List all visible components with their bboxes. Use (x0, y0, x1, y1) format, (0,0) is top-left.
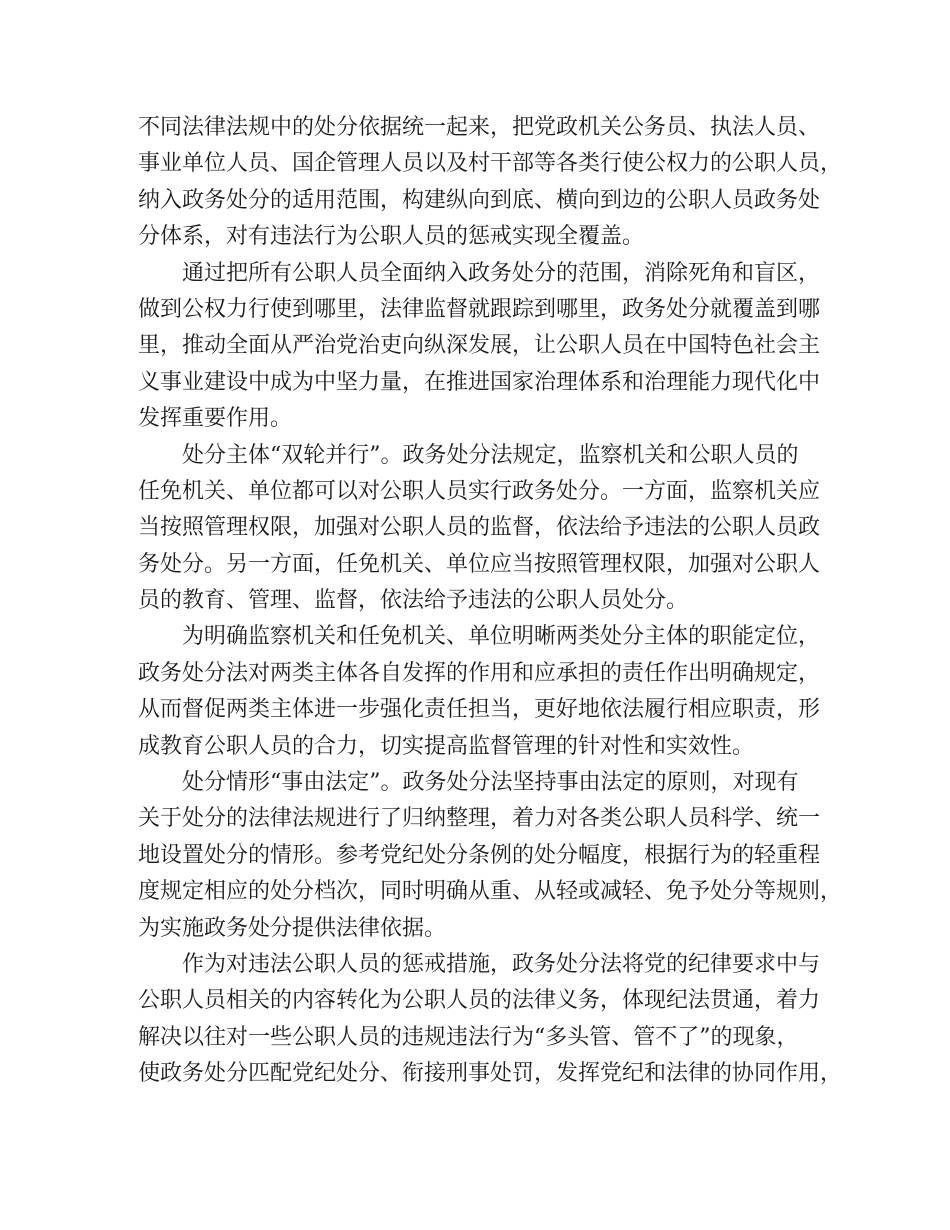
text-line: 员的教育、管理、监督，依法给予违法的公职人员处分。 (138, 588, 689, 614)
paragraph-1 (138, 110, 843, 256)
paragraph-3 (138, 438, 828, 620)
paragraph-2 (138, 256, 828, 438)
paragraph-5 (138, 765, 843, 947)
text-line: 处分主体“双轮并行”。政务处分法规定，监察机关和公职人员的 (182, 442, 799, 468)
text-line: 成教育公职人员的合力，切实提高监督管理的针对性和实效性。 (138, 733, 755, 759)
text-line: 地设置处分的情形。参考党纪处分条例的处分幅度，根据行为的轻重程 (138, 842, 821, 868)
text-line: 任免机关、单位都可以对公职人员实行政务处分。一方面，监察机关应 (138, 478, 821, 504)
text-line: 不同法律法规中的处分依据统一起来，把党政机关公务员、执法人员、 (138, 115, 821, 140)
text-line: 公职人员相关的内容转化为公职人员的法律义务，体现纪法贯通，着力 (138, 988, 821, 1014)
text-line: 使政务处分匹配党纪处分、衔接刑事处罚，发挥党纪和法律的协同作用， (138, 1061, 843, 1087)
text-line: 为实施政务处分提供法律依据。 (138, 915, 447, 941)
text-line: 分体系，对有违法行为公职人员的惩戒实现全覆盖。 (138, 224, 645, 250)
text-line: 政务处分法对两类主体各自发挥的作用和应承担的责任作出明确规定， (138, 660, 821, 686)
text-line: 发挥重要作用。 (138, 406, 293, 432)
text-line: 处分情形“事由法定”。政务处分法坚持事由法定的原则，对现有 (182, 770, 799, 796)
text-line: 做到公权力行使到哪里，法律监督就跟踪到哪里，政务处分就覆盖到哪 (138, 296, 821, 322)
text-line: 务处分。另一方面，任免机关、单位应当按照管理权限，加强对公职人 (138, 551, 821, 577)
text-line: 事业单位人员、国企管理人员以及村干部等各类行使公权力的公职人员， (138, 151, 843, 177)
text-line: 为明确监察机关和任免机关、单位明晰两类处分主体的职能定位， (182, 624, 821, 650)
text-line: 解决以往对一些公职人员的违规违法行为“多头管、管不了”的现象， (138, 1024, 799, 1050)
text-line: 作为对违法公职人员的惩戒措施，政务处分法将党的纪律要求中与 (182, 951, 821, 977)
body-text (138, 110, 843, 1093)
paragraph-6 (138, 947, 843, 1093)
text-line: 纳入政务处分的适用范围，构建纵向到底、横向到边的公职人员政务处 (138, 187, 821, 213)
paragraph-4 (138, 619, 828, 765)
text-line: 关于处分的法律法规进行了归纳整理，着力对各类公职人员科学、统一 (138, 806, 821, 832)
text-line: 义事业建设中成为中坚力量，在推进国家治理体系和治理能力现代化中 (138, 369, 821, 395)
text-line: 从而督促两类主体进一步强化责任担当，更好地依法履行相应职责，形 (138, 697, 821, 723)
text-line: 当按照管理权限，加强对公职人员的监督，依法给予违法的公职人员政 (138, 515, 821, 541)
text-line: 里，推动全面从严治党治吏向纵深发展，让公职人员在中国特色社会主 (138, 333, 821, 359)
text-line: 通过把所有公职人员全面纳入政务处分的范围，消除死角和盲区， (182, 260, 821, 286)
text-line: 度规定相应的处分档次，同时明确从重、从轻或减轻、免予处分等规则， (138, 879, 843, 905)
